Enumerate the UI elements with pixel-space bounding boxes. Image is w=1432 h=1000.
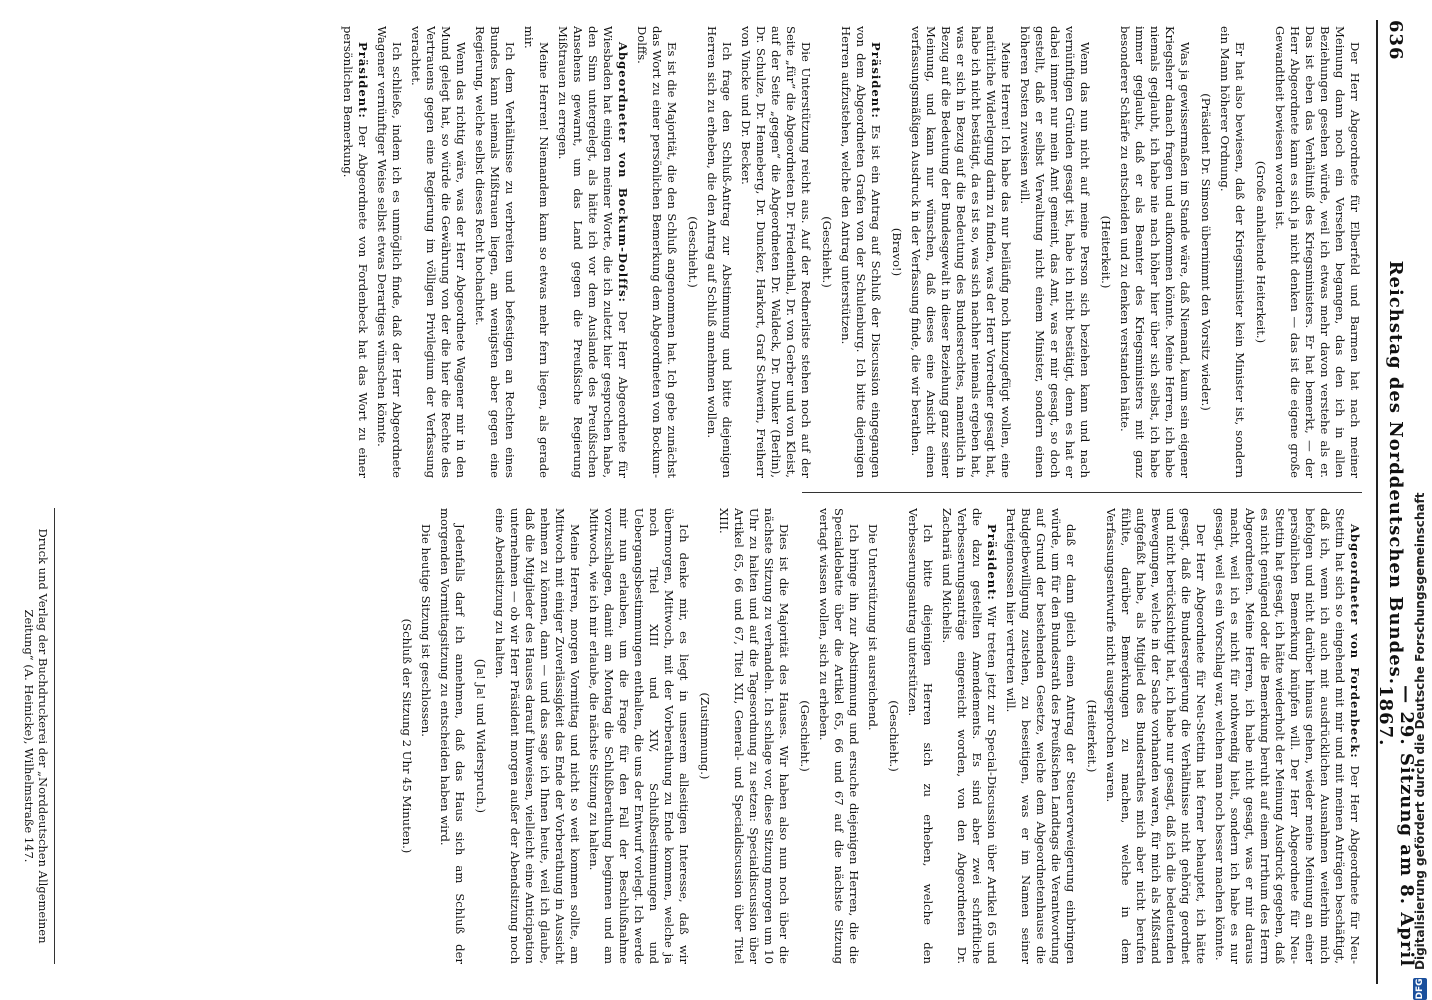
paragraph-text: Die heutige Sitzung ist geschlossen. — [419, 524, 433, 737]
paragraph-text: Meine Herren! Niemandem kann so etwas mehr fern liegen, als gerade mir. — [522, 26, 551, 478]
paragraph-text: (Zustimmung.) — [698, 692, 712, 780]
paragraph-text: Die Unterstützung reicht aus. Auf der Rednerliste stehen noch auf der Seite „für“ die Abgeordneten Dr. Friedenthal, Dr. von Gerber und von Kleist, auf der Seite „gegen“ die Abgeordneten Dr. Waldeck, Dr. Dunker (Berlin), Dr. Schulze, Dr. Henneberg, Dr. Duncker, Harkort, Graf Schwerin, Freiherr von Vincke und Dr. Becker. — [739, 26, 813, 478]
paragraph-text: (Schluß der Sitzung 2 Uhr 45 Minuten.) — [400, 618, 414, 854]
paragraph-text: (Geschieht.) — [820, 216, 834, 288]
paragraph — [1003, 508, 1078, 964]
paragraph — [908, 26, 1013, 478]
paragraph-text: (Heiterkeit.) — [1085, 699, 1099, 773]
stage-direction — [886, 508, 901, 964]
paragraph — [838, 26, 883, 478]
paragraph — [492, 508, 582, 964]
speaker-name: Präsident: — [985, 524, 999, 601]
speaker-name: Präsident: — [869, 42, 883, 119]
paragraph — [418, 508, 433, 964]
paragraph-text: (Bravo!) — [890, 227, 904, 277]
paragraph-text: Dies ist die Majorität des Hauses. Wir haben also nun noch über die nächste Sitzung zu verhandeln. Ich schlage vor, diese Sitzung morgen um 10 Uhr zu halten und auf die Tagesordnung zu setzen: Specialdiscussion über Artikel 65, 66 und 67, Titel XII, General- und Specialdiscussion über Titel XIII. — [717, 508, 791, 964]
paragraph-text: (Präsident Dr. Simson übernimmt den Vorsitz wieder.) — [1199, 93, 1213, 411]
paragraph — [816, 508, 861, 964]
paragraph — [555, 26, 630, 478]
speaker-name: Abgeordneter von Bockum-Dolffs: — [616, 42, 630, 303]
column-divider — [802, 492, 1362, 493]
paragraph — [1217, 26, 1247, 478]
paragraph — [1103, 508, 1208, 964]
stage-direction — [1253, 26, 1268, 478]
paragraph-text: Der Herr Abgeordnete für Wiesbaden hat einigen meiner Worte, die ich zuletzt hier gesprochen habe, den Sinn untergelegt, als hätte ich vor dem Auslande des Preußischen Ansehens gewarnt, um das Land gegen die Preußische Regierung Mißtrauen zu erregen. — [556, 26, 630, 478]
right-column — [70, 508, 1362, 964]
stage-direction — [889, 26, 904, 478]
paragraph-text: (Heiterkeit.) — [1099, 215, 1113, 289]
paragraph — [1017, 26, 1092, 478]
page-number: 636 — [1385, 20, 1407, 61]
paragraph-text: Die Unterstützung ist ausreichend. — [866, 524, 880, 731]
paragraph — [738, 26, 813, 478]
paragraph-text: (Große anhaltende Heiterkeit.) — [1254, 160, 1268, 344]
paragraph — [1272, 26, 1362, 478]
paragraph-text: Meine Herren! Ich habe das nur beiläufig noch hinzugefügt wollen, eine natürliche Widerlegung darin zu finden, was der Herr Vorredner gesagt hat, habe ich nicht bestätigt, da es ist so, was sich nachher niemals ergeben hat, was er sich in Bezug auf die Bedeutung des Bundesrechtes, namentlich in Bezug auf die Bedeutung der Bundesgewalt in dieser Beziehung ganz seiner Meinung, und kann nur wünschen, daß dieses eine Ansicht einen verfassungsmäßigen Ausdruck in der Verfassung finde, die wir berathen. — [909, 26, 1013, 478]
paragraph-text: Ich dem Verhältnisse zu verbreiten und befestigen an Rechten eines Bundes kann niemals Mißtrauen liegen, am wenigsten aber gegen eine Regierung, welche selbst dieses Recht hochachtet. — [473, 26, 517, 478]
paragraph-text: Jedenfalls darf ich annehmen, daß das Haus sich am Schluß der morgenden Vormittagsitzung zu entscheiden haben wird. — [438, 508, 467, 964]
stage-direction — [685, 26, 700, 478]
paragraph — [437, 508, 467, 964]
paragraph-text: daß er dann gleich einen Antrag der Steuerverweigerung einbringen würde, um für den Bundesrath des Preußischen Landtags die Verantwortung auf Grund der bestehenden Gesetze, welche dem Abgeordnetenhause die Budgetbewilligung zustehen, zu beseitigen, was er im Namen seiner Parteigenossen hier vertreten will. — [1004, 508, 1078, 964]
paragraph-text: (Geschieht.) — [887, 700, 901, 772]
stage-direction — [399, 508, 414, 964]
paragraph-text: Wenn das richtig wäre, was der Herr Abgeordnete Wagener mir in den Mund gelegt hat, so würde die Gewährung von der die hier die Rechte des Vertrauens gegen eine Regierung im völligen Privilegium der Verfassung verachtet. — [409, 26, 468, 478]
session-date: — 29. Sitzung am 8. April 1867. — [1375, 685, 1417, 968]
credit-text: Digitalisierung gefördert durch die Deutsche Forschungsgemeinschaft — [1413, 492, 1427, 970]
stage-direction — [1084, 508, 1099, 964]
speaker-name: Abgeordneter von Fordenbeck: — [1348, 524, 1362, 759]
paragraph-text: Ich bitte diejenigen Herren sich zu erheben, welche den Verbesserungsantrag unterstützen. — [906, 508, 935, 964]
printer-imprint: Druck und Verlag der Buchdruckerei der „Norddeutschen Allgemeinen Zeitung“ (A. Heinicke), Wilhelmstraße 147. — [22, 508, 55, 964]
page-title: Reichstag des Norddeutschen Bundes. — [1385, 260, 1407, 686]
paragraph-text: Ich denke mir, es liegt in unserem allseitigen Interesse, daß wir übermorgen, Mittwoch, mit der Vorberathung zu Ende kommen, welche ja noch Titel XIII und XIV, Schlußbestimmungen und Uebergangsbestimmungen enthalten, die uns der Entwurf vorlegt. Ich werde mir nun erlauben, um die Frage für den Fall der Beschlußnahme vorzuschlagen, damit am Montag die Schlußberathung beginnen und am Mittwoch, wie ich mir erlaube, die nächste Sitzung zu halten. — [587, 508, 691, 964]
stage-direction — [819, 26, 834, 478]
paragraph-text: Was ja gewissermaßen im Stande wäre, daß Niemand, kaum sein eigener Kriegsherr danach fragen und aufkommen könnte. Meine Herren, ich habe niemals geglaubt, ich habe nie nach höher hier über sich selbst, ich habe immer geglaubt, daß er als Beamter des Kriegsministers mit ganz besonderer Schärfe zu entscheiden und zu denken verstanden hätte. — [1118, 26, 1192, 478]
paragraph-text: Es ist ein Antrag auf Schluß der Discussion eingegangen von dem Abgeordneten Grafen von der Schulenburg. Ich bitte diejenigen Herren aufzustehen, welche den Antrag unterstützen. — [839, 26, 883, 478]
stage-direction — [697, 508, 712, 964]
stage-direction — [797, 508, 812, 964]
dfg-logo-icon: DFG — [1415, 978, 1425, 1000]
paragraph-text: Er hat also bewiesen, daß der Kriegsminister kein Minister ist, sondern ein Mann höherer Ordnung. — [1218, 26, 1247, 478]
paragraph — [586, 508, 691, 964]
paragraph-text: Der Herr Abgeordnete für Elberfeld und Barmen hat nach meiner Meinung dann noch ein Versehen begangen, das den ich in allen Beziehungen gesehen würde, weil ich etwas mehr davon verstehe als er. Das ist eben das Verhältniß des Kriegsministers. Er hat bemerkt, — der Herr Abgeordnete kann es sich ja nicht denken — das ist die eigene große Gewandtheit bewiesen worden ist. — [1273, 26, 1362, 478]
paragraph — [716, 508, 791, 964]
paragraph-text: Ich schließe, indem ich es unmöglich finde, daß der Herr Abgeordnete Wagener vernünftiger Weise selbst etwas Derartiges wünschen könnte. — [375, 26, 404, 478]
paragraph — [521, 26, 551, 478]
paragraph — [374, 26, 404, 478]
paragraph-text: Meine Herren, morgen Vormittag und nicht so weit kommen sollte, am Mittwoch mit einiger Zuverlässigkeit das Ende der Vorberathung in Aussicht nehmen zu können, dann — und das sage ich Ihnen heute, weil ich glaube, daß die Mitglieder des Hauses darauf hinweisen, vielleicht eine Anticipation unternehmen — ob wir Herr Präsident morgen außer der Abendsitzung noch eine Abendsitzung zu halten. — [493, 508, 582, 964]
paragraph-text: Wir treten jetzt zur Special-Discussion über Artikel 65 und die dazu gestellten Amendements. Es sind aber zwei schriftliche Verbesserungsanträge eingereicht worden, von den Abgeordneten Dr. Zachariä und Michelis. — [940, 508, 999, 964]
paragraph — [1212, 508, 1362, 964]
paragraph-text: Es ist die Majorität, die den Schluß angenommen hat. Ich gebe zunächst das Wort zu einer persönlichen Bemerkung dem Abgeordneten von Bockum-Dolffs. — [635, 26, 679, 478]
paragraph — [865, 508, 880, 964]
paragraph-text: (Geschieht.) — [686, 216, 700, 288]
paragraph — [340, 26, 370, 478]
paragraph-text: Der Herr Abgeordnete für Neu-Stettin hat sich so eingehend mit mir und mit meinen Anträgen beschäftigt, daß ich, wenn ich auch mit ausdrücklichen Ausnahmen weiterhin mich befolgen und nicht darüber hinaus gehen, wieder meine Meinung an einer persönlichen Bemerkung knüpfen will. Der Herr Abgeordnete für Neu-Stettin hat gesagt, ich hätte wiederholt der Meinung Ausdruck gegeben, daß es nicht genügend oder die Bemerkung beruht auf einem Irrthum des Herrn Abgeordneten. Meine Herren, ich habe nicht gesagt, was er mir daraus macht, weil ich es nicht für nothwendig hielt, sondern ich habe es nur gesagt, weil es ein Vorschlag war, welchen man noch besser machen könnte. — [1213, 508, 1362, 964]
paragraph — [1117, 26, 1192, 478]
paragraph-text: Wenn das nun nicht auf meine Person sich beziehen kann und nach vernünftigen Gründen gesagt ist, habe ich nicht bestätigt, denn es hat er dabei immer nur mein Amt gemeint, das Amt, was er mir gesagt, so doch gestellt, daß er selbst Verwaltung nicht einem Minister, sondern einen höheren Posten zuweisen will. — [1018, 26, 1092, 478]
paragraph-text: Der Abgeordnete von Fordenbeck hat das Wort zu einer persönlichen Bemerkung. — [341, 26, 370, 478]
stage-direction — [1098, 26, 1113, 478]
stage-direction — [473, 508, 488, 964]
paragraph — [939, 508, 999, 964]
left-column — [70, 26, 1362, 478]
paragraph-text: Ich frage den Schluß-Antrag zur Abstimmung und bitte diejenigen Herren sich zu erheben, die den Antrag auf Schluß annehmen wollen. — [705, 26, 734, 478]
paragraph-text: (Ja! Ja! und Widerspruch.) — [474, 658, 488, 814]
paragraph — [408, 26, 468, 478]
paragraph-text: Ich bringe ihn zur Abstimmung und ersuche diejenigen Herren, die die Specialdebatte über die Artikel 65, 66 und 67 auf die nächste Sitzung vertagt wissen wollen, sich zu erheben. — [817, 508, 861, 964]
speaker-name: Präsident: — [356, 42, 370, 119]
digitization-credit — [1410, 0, 1430, 1000]
paragraph — [704, 26, 734, 478]
stage-direction — [1198, 26, 1213, 478]
paragraph-text: (Geschieht.) — [798, 700, 812, 772]
paragraph — [472, 26, 517, 478]
paragraph — [905, 508, 935, 964]
page-header — [1375, 20, 1417, 984]
paragraph — [634, 26, 679, 478]
paragraph-text: Der Herr Abgeordnete für Neu-Stettin hat ferner behauptet, ich hätte gesagt, daß die Bundesregierung die Verhältnisse nicht gehörig geordnet und nicht berücksichtigt hat, ich habe nur gesagt, daß ich die bedeutenden Bewegungen, welche in der Sache vorhanden waren, für mich als Mißstand aufgefaßt habe, als Mitglied des Bundesrathes mich aber nicht berufen fühlte, darüber Bemerkungen zu machen, welche in dem Verfassungsentwurfe nicht ausgesprochen waren. — [1104, 508, 1208, 964]
